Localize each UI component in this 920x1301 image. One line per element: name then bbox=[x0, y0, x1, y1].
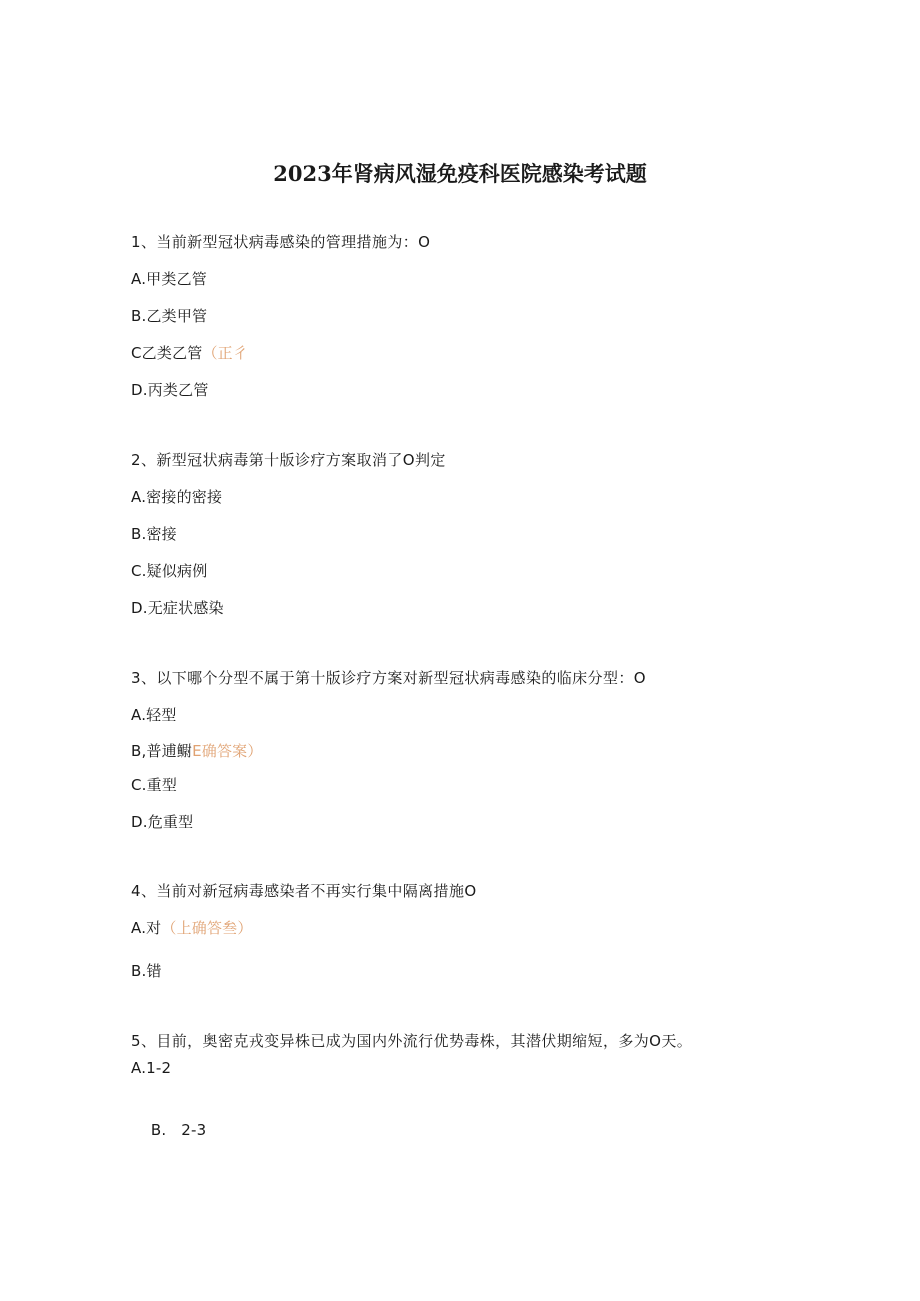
question-1-option-d bbox=[131, 379, 209, 401]
answer-annotation: E确答案） bbox=[192, 742, 263, 760]
question-5-option-a bbox=[131, 1057, 171, 1079]
option-text: A.甲类乙管 bbox=[131, 270, 207, 288]
option-text: A.轻型 bbox=[131, 706, 177, 724]
answer-annotation: （上确答叁） bbox=[161, 919, 253, 937]
question-1-option-c bbox=[131, 342, 248, 364]
question-4-stem: 4、当前对新冠病毒感染者不再实行集中隔离措施O bbox=[131, 882, 477, 900]
option-text: B.密接 bbox=[131, 525, 177, 543]
option-text: A.1-2 bbox=[131, 1059, 172, 1077]
question-4-option-b bbox=[131, 960, 162, 982]
question-5-option-b bbox=[131, 1097, 206, 1163]
option-text: B,普逋鳚 bbox=[131, 742, 193, 760]
question-2-option-b bbox=[131, 523, 177, 545]
option-text: B.错 bbox=[131, 962, 162, 980]
option-text: C.重型 bbox=[131, 776, 178, 794]
question-5-stem: 5、目前，奥密克戎变异株已成为国内外流行优势毒株，其潜伏期缩短，多为O天。 bbox=[131, 1032, 693, 1050]
question-4-option-a bbox=[131, 917, 253, 939]
option-text: D.无症状感染 bbox=[131, 599, 224, 617]
question-3-option-a bbox=[131, 704, 177, 726]
question-3-option-b bbox=[131, 740, 263, 762]
option-text: D.危重型 bbox=[131, 813, 194, 831]
option-text: C.疑似病例 bbox=[131, 562, 208, 580]
option-text: D.丙类乙管 bbox=[131, 381, 209, 399]
question-3-option-c bbox=[131, 774, 177, 796]
question-2-option-a bbox=[131, 486, 222, 508]
option-text: A.密接的密接 bbox=[131, 488, 223, 506]
question-1-option-a bbox=[131, 268, 207, 290]
question-2-stem: 2、新型冠状病毒第十版诊疗方案取消了O判定 bbox=[131, 451, 446, 469]
question-1-stem: 1、当前新型冠状病毒感染的管理措施为：O bbox=[131, 233, 431, 251]
question-1-option-b bbox=[131, 305, 207, 327]
option-text: C乙类乙管 bbox=[131, 344, 203, 362]
question-2-option-d bbox=[131, 597, 224, 619]
question-3-option-d bbox=[131, 811, 193, 833]
option-text: A.对 bbox=[131, 919, 162, 937]
question-3-stem: 3、以下哪个分型不属于第十版诊疗方案对新型冠状病毒感染的临床分型：O bbox=[131, 669, 646, 687]
answer-annotation: （正彳 bbox=[202, 344, 249, 362]
option-text: B. 2-3 bbox=[150, 1121, 207, 1139]
option-text: B.乙类甲管 bbox=[131, 307, 208, 325]
question-2-option-c bbox=[131, 560, 207, 582]
document-title: 2023年肾病风湿免疫科医院感染考试题 bbox=[273, 161, 647, 186]
